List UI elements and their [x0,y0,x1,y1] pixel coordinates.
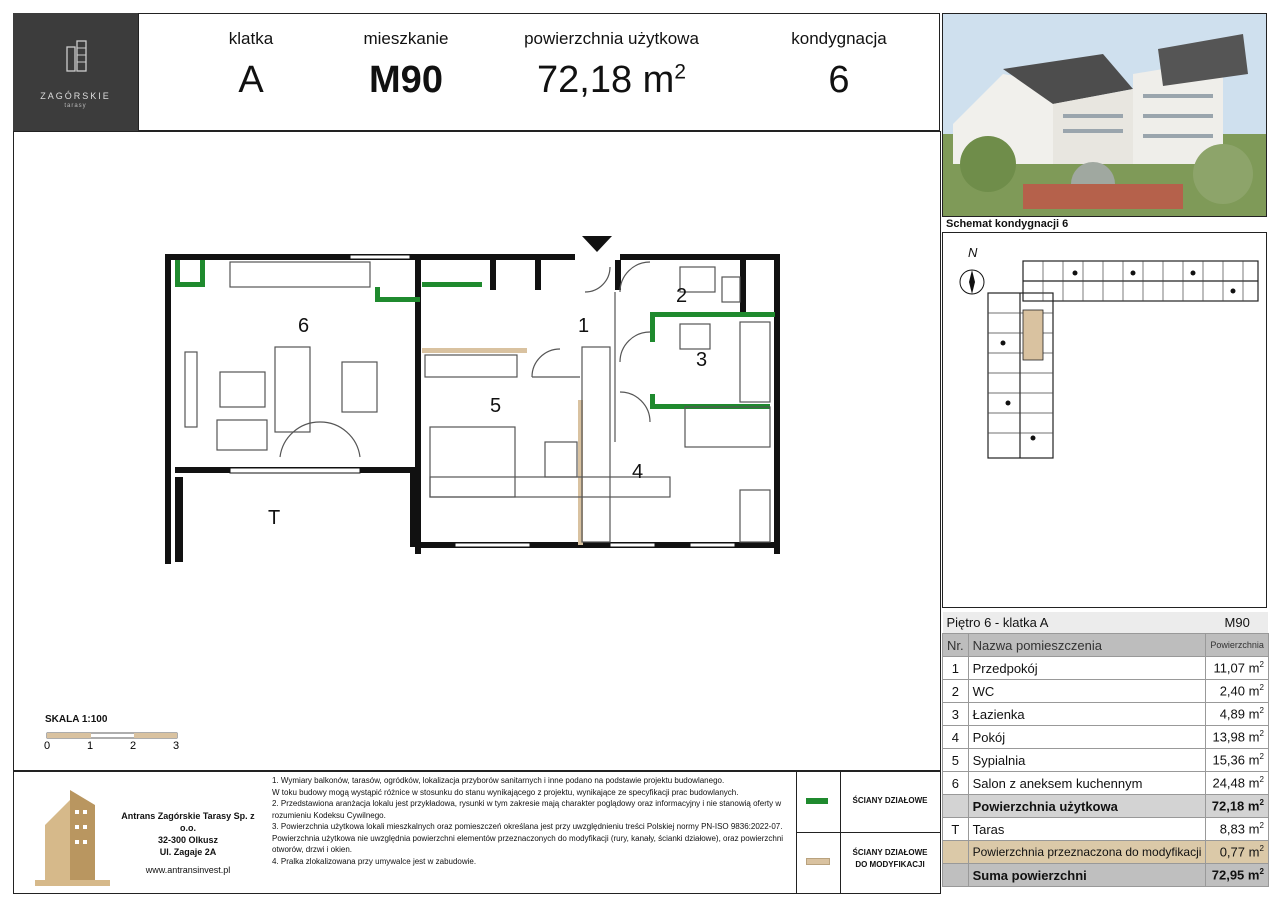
terrace-nr: T [943,818,969,841]
room-name: Pokój [968,726,1206,749]
room-nr: 3 [943,703,969,726]
terrace-label: Taras [968,818,1206,841]
powierzchnia-label: powierzchnia użytkowa [524,29,699,48]
company-logo-icon [35,785,110,890]
usable-label: Powierzchnia użytkowa [968,795,1206,818]
building-logo-icon [65,39,89,73]
total-row [943,864,1269,887]
room-name: Sypialnia [968,749,1206,772]
note-line: W toku budowy mogą wystąpić różnice w stosunku do stanu wynikającego z projektu, wynikające ze specyfikacji prac budowlanych. [272,787,739,797]
total-label: Suma powierzchni [968,864,1206,887]
col-name: Nazwa pomieszczenia [968,634,1206,657]
floor-plan [160,232,790,577]
table-row [943,726,1269,749]
legend-divider [796,832,941,833]
mieszkanie-value: M90 [369,59,443,101]
footnotes [272,775,792,867]
room-area: 2,40 $m^2$ [1206,680,1269,703]
room-label-6: 6 [298,315,310,337]
scale-tick-1: 1 [87,740,94,752]
powierzchnia-value: 72,18 $m^2$ [537,59,686,101]
note-line: Powierzchnia użytkowa nie uwzględnia powierzchni elementów przeznaczonych do modyfikacji (rury, kanały, ścianki działowe), oraz powierzchni [272,833,784,843]
highlighted-apartment [1023,310,1043,360]
usable-area: 72,18 $m^2$ [1206,795,1269,818]
company-info [113,810,263,858]
scale-label: SKALA 1:100 [45,714,108,725]
mod-label: Powierzchnia przeznaczona do modyfikacji [968,841,1206,864]
terrace-row [943,818,1269,841]
building-render-image [943,14,1267,217]
floor-scheme-box [942,232,1267,608]
room-area-table [942,612,1267,887]
room-nr: 4 [943,726,969,749]
company-postal: 32-300 Olkusz [157,835,219,845]
company-street: Ul. Zagaje 2A [159,847,217,857]
kondygnacja-field [779,14,899,102]
mod-area: 0,77 $m^2$ [1206,841,1269,864]
table-row [943,772,1269,795]
windows [230,255,735,547]
room-nr: 2 [943,680,969,703]
company-name: Antrans Zagórskie Tarasy Sp. z o.o. [121,811,255,833]
room-label-4: 4 [632,461,644,483]
scale-tick-2: 2 [130,740,137,752]
usable-area-row [943,795,1269,818]
north-label: N [968,245,978,260]
col-area: Powierzchnia [1206,634,1269,657]
kondygnacja-label: kondygnacja [791,29,887,48]
kondygnacja-value: 6 [828,59,850,101]
room-label-2: 2 [676,285,688,307]
apartment-header [138,13,940,131]
room-area: 13,98 $m^2$ [1206,726,1269,749]
terrace-area: 8,83 $m^2$ [1206,818,1269,841]
scale-bar [42,730,192,752]
modification-row [943,841,1269,864]
klatka-field [201,14,301,102]
table-row [943,657,1269,680]
room-label-terrace: T [268,507,281,529]
room-nr: 6 [943,772,969,795]
room-label-5: 5 [490,395,502,417]
floor-scheme-title: Schemat kondygnacji 6 [946,218,1069,230]
legend-modification-swatch [806,858,830,865]
table-header-row [943,634,1269,657]
legend-modification-label: ŚCIANY DZIAŁOWE DO MODYFIKACJI [852,848,928,869]
entrance-arrow-icon [582,236,612,252]
table-row [943,680,1269,703]
note-line: 4. Pralka zlokalizowana przy umywalce jest w zabudowie. [272,856,477,866]
developer-logo [13,13,138,131]
legend-partition-label: ŚCIANY DZIAŁOWE [852,796,928,805]
note-line: 2. Przedstawiona aranżacja lokalu jest przykładowa, rysunki w tym zakresie mają charakter poglądowy oraz informacyjny i nie stanowią oferty w [272,799,782,808]
table-row [943,749,1269,772]
mieszkanie-field [346,14,466,102]
building-photo [942,13,1267,217]
room-nr: 1 [943,657,969,680]
mieszkanie-label: mieszkanie [363,29,449,48]
note-line: otworów, drzwi i okien. [272,845,353,854]
col-nr: Nr. [943,634,969,657]
room-nr: 5 [943,749,969,772]
room-area: 4,89 $m^2$ [1206,703,1269,726]
room-name: Przedpokój [968,657,1206,680]
total-area: 72,95 $m^2$ [1206,864,1269,887]
scale-tick-3: 3 [173,740,180,752]
room-area: 11,07 $m^2$ [1206,657,1269,680]
room-name: Łazienka [968,703,1206,726]
company-website[interactable]: www.antransinvest.pl [145,865,231,875]
note-line: 1. Wymiary balkonów, tarasów, ogródków, lokalizacja przyborów sanitarnych i inne podano na podstawie projektu budowlanego. [272,776,725,785]
apartment-label: M90 [1206,612,1269,634]
room-area: 24,48 $m^2$ [1206,772,1269,795]
logo-sub: tarasy [64,103,87,109]
table-row [943,703,1269,726]
room-name: Salon z aneksem kuchennym [968,772,1206,795]
table-title-row [943,612,1269,634]
logo-brand: ZAGÓRSKIE [40,91,111,101]
room-name: WC [968,680,1206,703]
floor-label: Piętro 6 - klatka A [943,612,1206,634]
note-line: rozumieniu Kodeksu Cywilnego. [272,810,386,820]
note-line: 3. Powierzchnia użytkowa lokali mieszkalnych oraz pomieszczeń określana jest przy uwzględnieniu treści Polskiej normy PN-ISO 9836:2022-07. [272,822,783,831]
floor-scheme-diagram [983,253,1263,463]
scale-tick-0: 0 [44,740,51,752]
legend-divider [840,771,841,894]
room-label-3: 3 [696,349,708,371]
klatka-label: klatka [228,29,274,48]
room-label-1: 1 [578,315,590,337]
legend-partition-swatch [806,798,828,804]
room-area: 15,36 $m^2$ [1206,749,1269,772]
klatka-value: A [238,59,264,101]
powierzchnia-field [514,14,709,102]
